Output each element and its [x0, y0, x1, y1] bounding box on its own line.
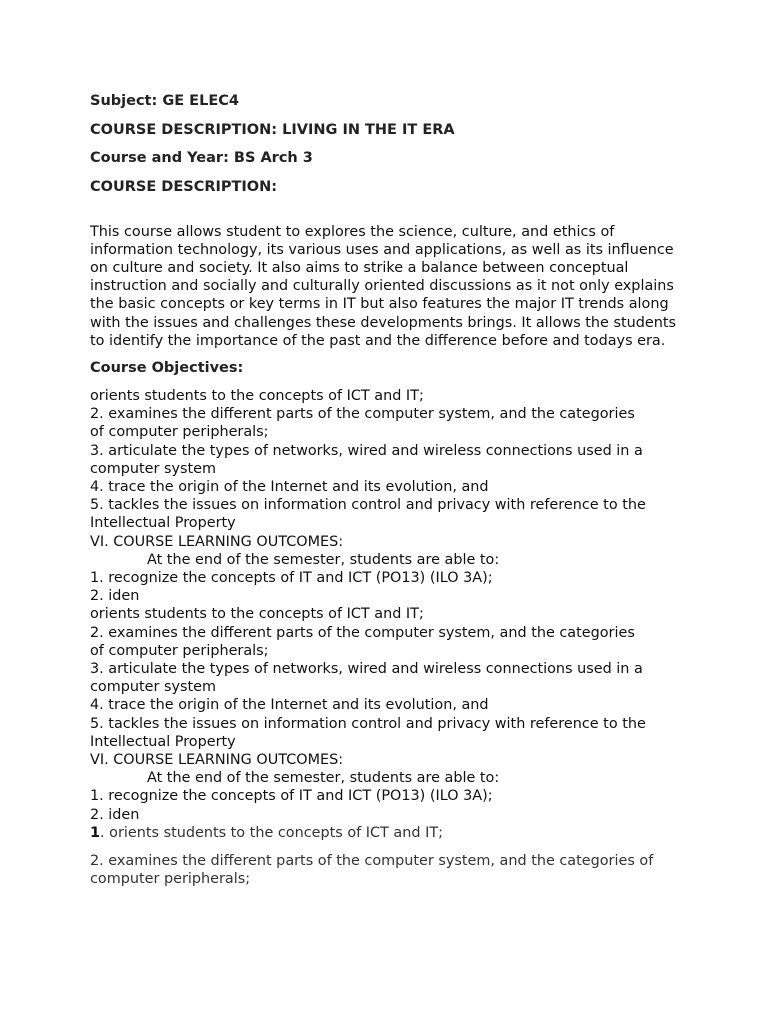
objective-line: orients students to the concepts of ICT and IT;	[90, 387, 424, 404]
document-page	[90, 92, 690, 888]
objective-line: computer system	[90, 679, 217, 696]
tail-item-2: 2. examines the different parts of the computer system, and the categories of computer peripherals;	[90, 853, 654, 888]
objective-line: VI. COURSE LEARNING OUTCOMES:	[90, 751, 344, 768]
objective-line: Intellectual Property	[90, 733, 236, 750]
objective-line: 2. examines the different parts of the computer system, and the categories	[90, 406, 635, 423]
objective-line: 1. recognize the concepts of IT and ICT (PO13) (ILO 3A);	[90, 788, 493, 805]
subject-line: Subject: GE ELEC4	[90, 93, 239, 109]
objective-line: 3. articulate the types of networks, wired and wireless connections used in a	[90, 442, 643, 459]
tail-item-1-number: 1	[90, 824, 101, 841]
objective-line: 2. iden	[90, 806, 140, 823]
objective-line: 2. iden	[90, 588, 140, 605]
objective-line: 4. trace the origin of the Internet and its evolution, and	[90, 478, 489, 495]
objective-line: 3. articulate the types of networks, wired and wireless connections used in a	[90, 660, 643, 677]
course-year-line: Course and Year: BS Arch 3	[90, 150, 313, 166]
course-description-title: COURSE DESCRIPTION: LIVING IN THE IT ERA	[90, 121, 455, 138]
objective-line: of computer peripherals;	[90, 424, 269, 441]
objective-line: 2. examines the different parts of the computer system, and the categories	[90, 624, 635, 641]
objective-line: Intellectual Property	[90, 515, 236, 532]
objective-line: 5. tackles the issues on information control and privacy with reference to the	[90, 715, 646, 732]
objective-line: of computer peripherals;	[90, 642, 269, 659]
objective-line: 5. tackles the issues on information control and privacy with reference to the	[90, 497, 646, 514]
objective-line: At the end of the semester, students are able to:	[147, 551, 500, 568]
objective-line: VI. COURSE LEARNING OUTCOMES:	[90, 533, 344, 550]
tail-item-1-text: . orients students to the concepts of ICT and IT;	[100, 824, 443, 841]
objective-line: computer system	[90, 460, 217, 477]
course-description-text: This course allows student to explores the science, culture, and ethics of information technology, its various uses and applications, as well as its influence on culture and society. It also aims to strike a balance between conceptual instruction and socially and culturally oriented discussions as it not only explains the basic concepts or key terms in IT but also features the major IT trends along with the issues and challenges these developments brings. It allows the students to identify the importance of the past and the difference before and todays era.	[90, 223, 676, 349]
objectives-list	[90, 387, 690, 824]
objective-line: orients students to the concepts of ICT and IT;	[90, 606, 424, 623]
course-objectives-heading: Course Objectives:	[90, 359, 244, 376]
course-description-label: COURSE DESCRIPTION:	[90, 178, 278, 195]
objective-line: At the end of the semester, students are able to:	[147, 770, 500, 787]
objective-line: 4. trace the origin of the Internet and its evolution, and	[90, 697, 489, 714]
objective-line: 1. recognize the concepts of IT and ICT (PO13) (ILO 3A);	[90, 569, 493, 586]
tail-item-1	[90, 824, 690, 842]
